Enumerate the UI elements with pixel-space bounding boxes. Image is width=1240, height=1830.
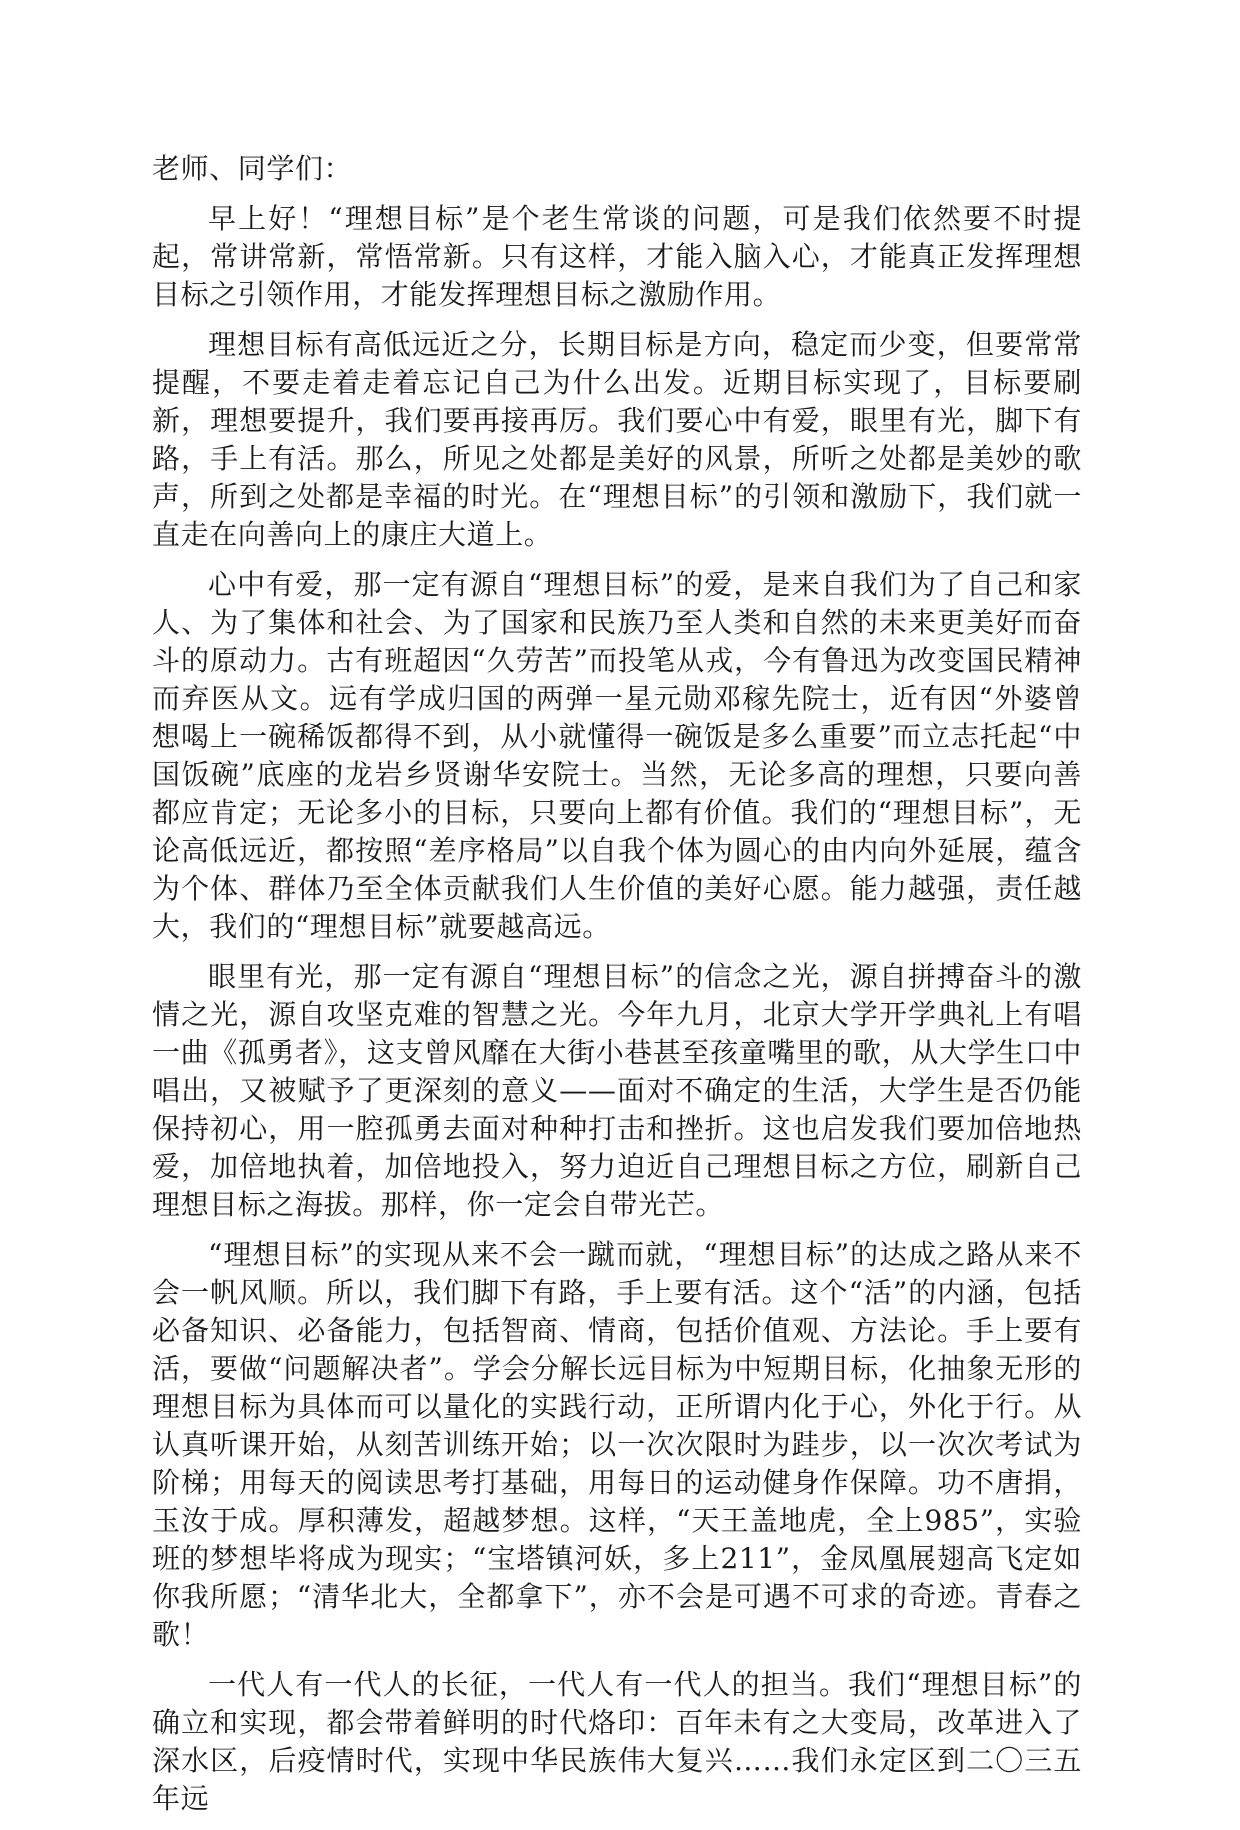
speech-body: [152, 150, 1082, 1830]
paragraph-greeting: 早上好！“理想目标”是个老生常谈的问题，可是我们依然要不时提起，常讲常新，常悟常新。只有这样，才能入脑入心，才能真正发挥理想目标之引领作用，才能发挥理想目标之激励作用。: [152, 202, 1082, 311]
paragraph-goals-levels: 理想目标有高低远近之分，长期目标是方向，稳定而少变，但要常常提醒，不要走着走着忘记自己为什么出发。近期目标实现了，目标要刷新，理想要提升，我们要再接再厉。我们要心中有爱，眼里有光，脚下有路，手上有活。那么，所见之处都是美好的风景，所听之处都是美妙的歌声，所到之处都是幸福的时光。在“理想目标”的引领和激励下，我们就一直走在向善向上的康庄大道上。: [152, 328, 1082, 551]
paragraph-skills: “理想目标”的实现从来不会一蹴而就，“理想目标”的达成之路从来不会一帆风顺。所以，我们脚下有路，手上要有活。这个“活”的内涵，包括必备知识、必备能力，包括智商、情商，包括价值观、方法论。手上要有活，要做“问题解决者”。学会分解长远目标为中短期目标，化抽象无形的理想目标为具体而可以量化的实践行动，正所谓内化于心，外化于行。从认真听课开始，从刻苦训练开始；以一次次限时为跬步，以一次次考试为阶梯；用每天的阅读思考打基础，用每日的运动健身作保障。功不唐捐，玉汝于成。厚积薄发，超越梦想。这样，“天王盖地虎，全上985”，实验班的梦想毕将成为现实；“宝塔镇河妖，多上211”，金凤凰展翅高飞定如你我所愿；“清华北大，全都拿下”，亦不会是可遇不可求的奇迹。青春之歌！: [152, 1238, 1082, 1651]
paragraph-generation: 一代人有一代人的长征，一代人有一代人的担当。我们“理想目标”的确立和实现，都会带着鲜明的时代烙印：百年未有之大变局，改革进入了深水区，后疫情时代，实现中华民族伟大复兴……我们永定区到二〇三五年远: [152, 1668, 1082, 1815]
paragraph-light: 眼里有光，那一定有源自“理想目标”的信念之光，源自拼搏奋斗的激情之光，源自攻坚克难的智慧之光。今年九月，北京大学开学典礼上有唱一曲《孤勇者》，这支曾风靡在大街小巷甚至孩童嘴里的歌，从大学生口中唱出，又被赋予了更深刻的意义——面对不确定的生活，大学生是否仍能保持初心，用一腔孤勇去面对种种打击和挫折。这也启发我们要加倍地热爱，加倍地执着，加倍地投入，努力迫近自己理想目标之方位，刷新自己理想目标之海拔。那样，你一定会自带光芒。: [152, 960, 1082, 1221]
salutation: 老师、同学们：: [152, 152, 353, 185]
paragraph-love: 心中有爱，那一定有源自“理想目标”的爱，是来自我们为了自己和家人、为了集体和社会、为了国家和民族乃至人类和自然的未来更美好而奋斗的原动力。古有班超因“久劳苦”而投笔从戎，今有鲁迅为改变国民精神而弃医从文。远有学成归国的两弹一星元勋邓稼先院士，近有因“外婆曾想喝上一碗稀饭都得不到，从小就懂得一碗饭是多么重要”而立志托起“中国饭碗”底座的龙岩乡贤谢华安院士。当然，无论多高的理想，只要向善都应肯定；无论多小的目标，只要向上都有价值。我们的“理想目标”，无论高低远近，都按照“差序格局”以自我个体为圆心的由内向外延展，蕴含为个体、群体乃至全体贡献我们人生价值的美好心愿。能力越强，责任越大，我们的“理想目标”就要越高远。: [152, 568, 1082, 943]
